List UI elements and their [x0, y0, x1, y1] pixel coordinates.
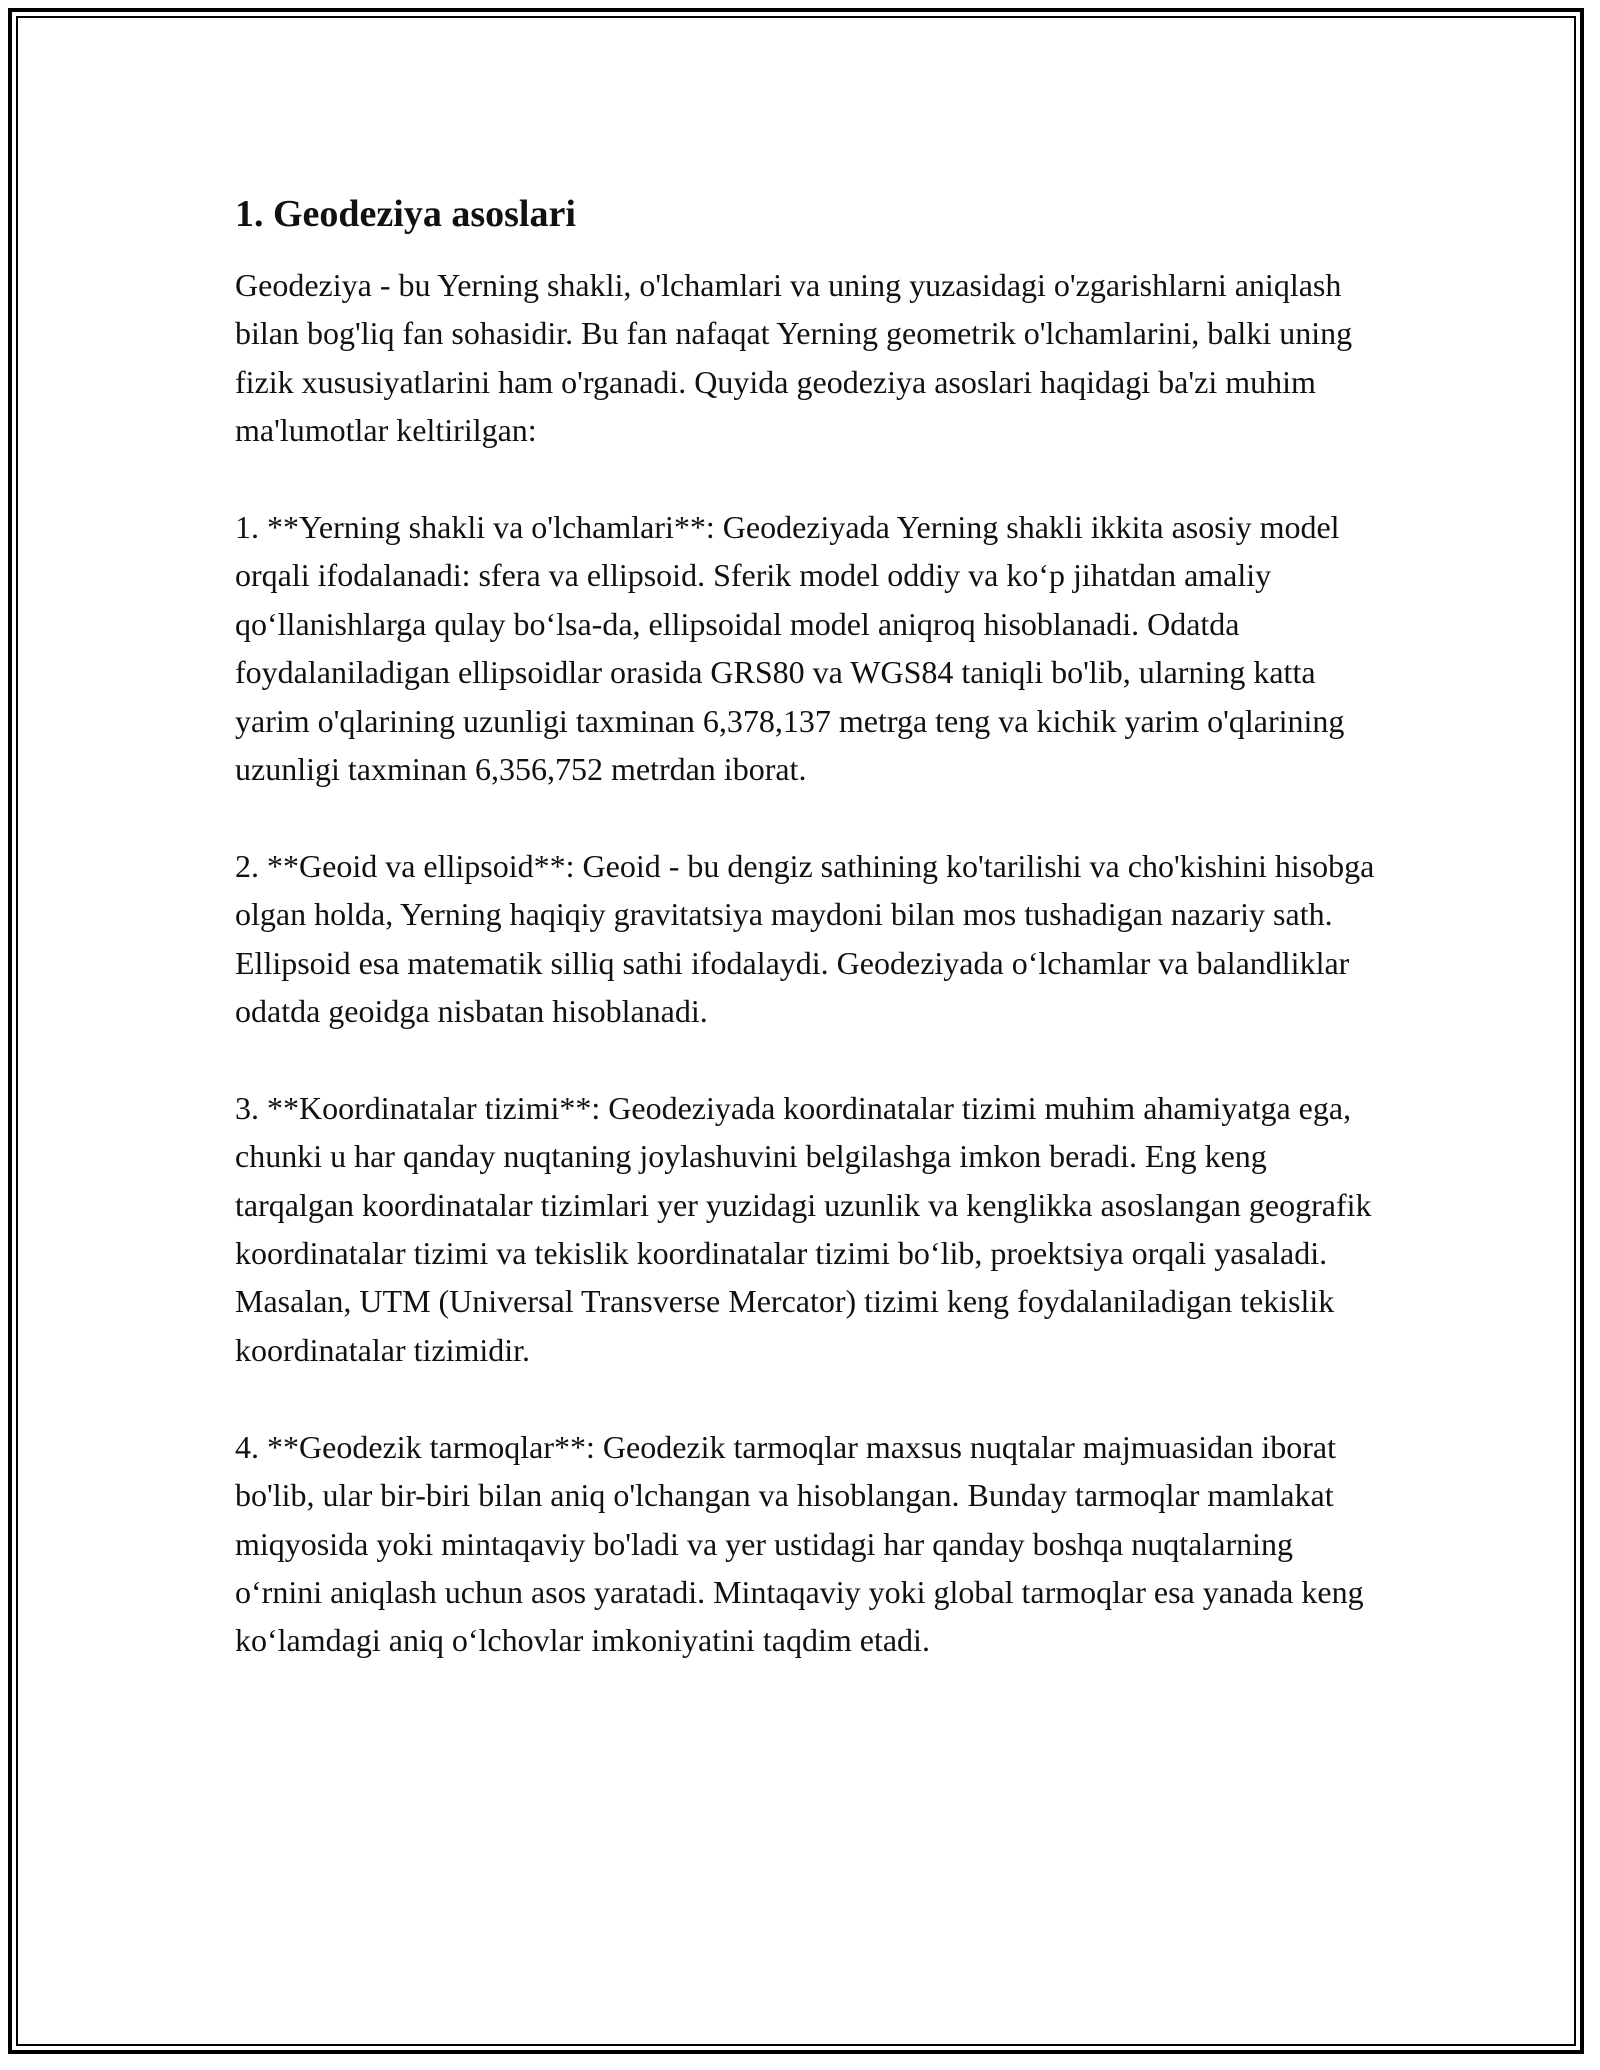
section-1-paragraph: 1. **Yerning shakli va o'lchamlari**: Geodeziyada Yerning shakli ikkita asosiy model orqali ifodalanadi: sfera va ellipsoid. Sferik model oddiy va koʻp jihatdan amaliy qoʻllanishlarga qulay boʻlsa-da, ellipsoidal model aniqroq hisoblanadi. Odatda foydalaniladigan ellipsoidlar orasida GRS80 va WGS84 taniqli bo'lib, ularning katta yarim o'qlarining uzunligi taxminan 6,378,137 metrga teng va kichik yarim o'qlarining uzunligi taxminan 6,356,752 metrdan iborat. [235, 509, 1345, 788]
section-3-paragraph: 3. **Koordinatalar tizimi**: Geodeziyada koordinatalar tizimi muhim ahamiyatga ega, chunki u har qanday nuqtaning joylashuvini belgilashga imkon beradi. Eng keng tarqalgan koordinatalar tizimlari yer yuzidagi uzunlik va kenglikka asoslangan geografik koordinatalar tizimi va tekislik koordinatalar tizimi boʻlib, proektsiya orqali yasaladi. Masalan, UTM (Universal Transverse Mercator) tizimi keng foydalaniladigan tekislik koordinatalar tizimidir. [235, 1089, 1372, 1368]
document-body [235, 185, 1375, 1665]
section-2-paragraph: 2. **Geoid va ellipsoid**: Geoid - bu dengiz sathining ko'tarilishi va cho'kishini hisobga olgan holda, Yerning haqiqiy gravitatsiya maydoni bilan mos tushadigan nazariy sath. Ellipsoid esa matematik silliq sathi ifodalaydi. Geodeziyada oʻlchamlar va balandliklar odatda geoidga nisbatan hisoblanadi. [235, 847, 1375, 1030]
section-4-paragraph: 4. **Geodezik tarmoqlar**: Geodezik tarmoqlar maxsus nuqtalar majmuasidan iborat bo'lib, ular bir-biri bilan aniq o'lchangan va hisoblangan. Bunday tarmoqlar mamlakat miqyosida yoki mintaqaviy bo'ladi va yer ustidagi har qanday boshqa nuqtalarning oʻrnini aniqlash uchun asos yaratadi. Mintaqaviy yoki global tarmoqlar esa yanada keng koʻlamdagi aniq oʻlchovlar imkoniyatini taqdim etadi. [235, 1428, 1364, 1659]
document-title: 1. Geodeziya asoslari [235, 193, 576, 235]
intro-paragraph: Geodeziya - bu Yerning shakli, o'lchamlari va uning yuzasidagi o'zgarishlarni aniqlash bilan bog'liq fan sohasidir. Bu fan nafaqat Yerning geometrik o'lchamlarini, balki uning fizik xususiyatlarini ham o'rganadi. Quyida geodeziya asoslari haqidagi ba'zi muhim ma'lumotlar keltirilgan: [235, 267, 1353, 449]
